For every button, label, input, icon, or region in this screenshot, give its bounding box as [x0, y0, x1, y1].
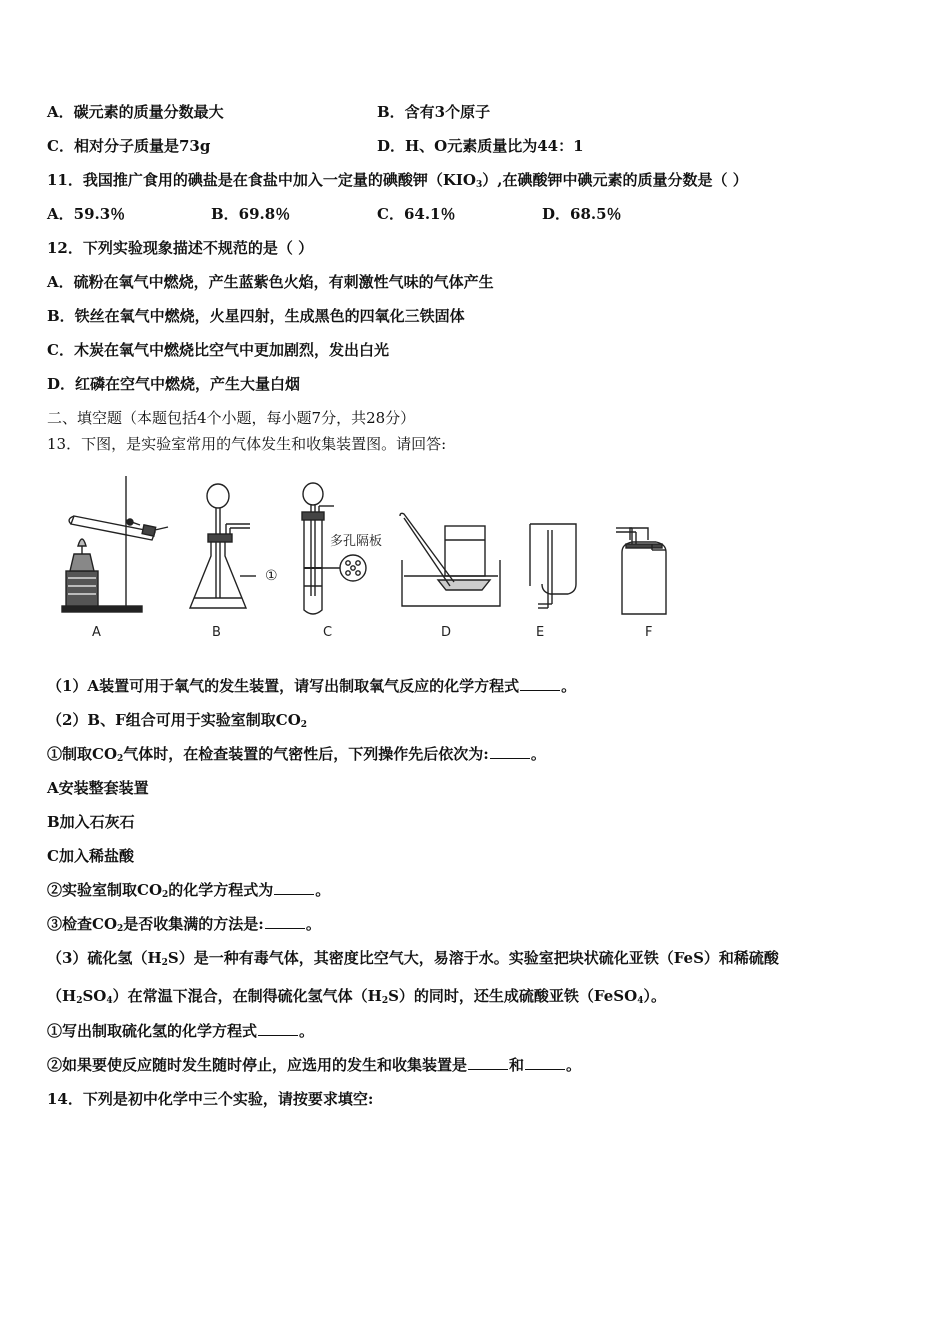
q11-option-a: A．59.3％ [47, 205, 126, 223]
q12-stem: 12．下列实验现象描述不规范的是（ ） [47, 239, 314, 257]
q13-part-2-3-pre: ③检查CO [47, 915, 118, 933]
figure-label-e: E [536, 625, 545, 640]
figure-label-c: C [323, 625, 333, 640]
q13-part-3-l1-sub: 2 [161, 958, 168, 968]
annotation-1-label: ① [265, 568, 278, 584]
q13-part-2-3 [47, 914, 321, 939]
q13-part-2-3-sub: 2 [117, 924, 124, 934]
q13-part-3-2-text: ②如果要使反应随时发生随时停止，应选用的发生和收集装置是 [47, 1056, 468, 1074]
q13-part-3-1-text: ①写出制取硫化氢的化学方程式 [47, 1022, 258, 1040]
q13-part-2 [47, 710, 307, 735]
q13-part-2-text: （2）B、F组合可用于实验室制取CO [47, 711, 301, 729]
q13-part-1-end: 。 [561, 677, 577, 695]
apparatus-f-drawing [616, 528, 666, 614]
q12-option-b: B．铁丝在氧气中燃烧，火星四射，生成黑色的四氧化三铁固体 [47, 307, 465, 325]
q13-part-2-1-pre: ①制取CO [47, 745, 118, 763]
q10-option-c: C．相对分子质量是73g [47, 137, 211, 155]
answer-blank[interactable] [490, 744, 530, 759]
q14-stem: 14．下列是初中化学中三个实验，请按要求填空: [47, 1090, 374, 1108]
q11-option-c: C．64.1％ [377, 205, 456, 223]
apparatus-e-drawing [530, 524, 576, 608]
q13-part-2-1 [47, 744, 546, 769]
q13-part-3-l2-d: S）的同时，还生成硫酸亚铁（FeSO [388, 987, 638, 1005]
q11-stem-pre: 11．我国推广食用的碘盐是在食盐中加入一定量的碘酸钾（KIO [47, 171, 476, 189]
q10-option-a: A．碳元素的质量分数最大 [47, 103, 224, 121]
answer-blank[interactable] [520, 676, 560, 691]
q13-option-a: A安装整套装置 [47, 779, 149, 797]
q13-part-2-1-end: 。 [530, 745, 546, 763]
q13-part-2-2-pre: ②实验室制取CO [47, 881, 163, 899]
answer-blank[interactable] [258, 1021, 298, 1036]
q13-part-2-sub: 2 [300, 720, 308, 730]
q13-part-2-2-sub: 2 [162, 890, 169, 900]
q13-part-3-l2-sub1: 2 [76, 996, 83, 1006]
answer-blank[interactable] [274, 880, 314, 895]
q13-part-3-l1-b: S）是一种有毒气体，其密度比空气大，易溶于水。实验室把块状硫化亚铁（FeS）和稀硫酸 [167, 949, 779, 967]
q12-option-c: C．木炭在氧气中燃烧比空气中更加剧烈，发出白光 [47, 341, 389, 359]
answer-blank[interactable] [525, 1055, 565, 1070]
figure-label-a: A [92, 625, 101, 640]
q13-option-c: C加入稀盐酸 [47, 847, 134, 865]
q13-part-2-2 [47, 880, 330, 905]
q13-part-3-2-end: 。 [566, 1056, 582, 1074]
q13-part-3-2 [47, 1055, 581, 1075]
q13-part-2-2-end: 。 [315, 881, 331, 899]
answer-blank[interactable] [265, 914, 305, 929]
figure-label-f: F [645, 625, 653, 640]
q12-option-a: A．硫粉在氧气中燃烧，产生蓝紫色火焰，有刺激性气味的气体产生 [47, 273, 494, 291]
q12-option-d: D．红磷在空气中燃烧，产生大量白烟 [47, 375, 301, 393]
q13-part-3-l2-a: （H [47, 987, 77, 1005]
section-2-heading: 二、填空题（本题包括4个小题，每小题7分，共28分） [47, 409, 416, 427]
q11-option-d: D．68.5％ [542, 205, 622, 223]
q13-part-2-2-post: 的化学方程式为 [168, 881, 274, 899]
q13-part-1-text: （1）A装置可用于氧气的发生装置，请写出制取氧气反应的化学方程式 [47, 677, 520, 695]
q11-stem-sub: 3 [476, 180, 483, 190]
figure-label-b: B [212, 625, 221, 640]
q11-stem [47, 170, 748, 195]
q13-part-3-l2-c: ）在常温下混合，在制得硫化氢气体（H [112, 987, 382, 1005]
q13-part-3-1 [47, 1021, 314, 1041]
q13-part-2-1-sub: 2 [117, 754, 124, 764]
q13-part-3-line-1 [47, 948, 779, 973]
apparatus-d-drawing [400, 513, 500, 606]
q13-part-3-l2-sub2: 4 [106, 996, 113, 1006]
q13-option-b: B加入石灰石 [47, 813, 135, 831]
q13-part-2-1-post: 气体时，在检查装置的气密性后，下列操作先后依次为: [123, 745, 489, 763]
q13-part-3-l2-sub3: 2 [381, 996, 389, 1006]
q13-part-3-line-2 [47, 986, 666, 1011]
q10-option-b: B．含有3个原子 [377, 103, 491, 121]
q13-part-2-3-end: 。 [305, 915, 321, 933]
figure-label-d: D [441, 625, 452, 640]
q13-part-2-3-post: 是否收集满的方法是: [123, 915, 264, 933]
apparatus-figure [40, 468, 690, 643]
q13-stem: 13．下图，是实验室常用的气体发生和收集装置图。请回答: [47, 435, 447, 453]
answer-blank[interactable] [468, 1055, 508, 1070]
q13-part-3-1-end: 。 [299, 1022, 315, 1040]
q13-part-3-l2-sub4: 4 [637, 996, 644, 1006]
q11-stem-post: ）,在碘酸钾中碘元素的质量分数是（ ） [482, 171, 748, 189]
q11-option-b: B．69.8％ [211, 205, 291, 223]
q13-part-3-2-mid: 和 [509, 1056, 525, 1074]
q10-option-d: D．H、O元素质量比为44：1 [377, 137, 584, 155]
apparatus-a-drawing [62, 476, 168, 612]
q13-part-3-l2-e: ）。 [643, 987, 666, 1005]
apparatus-b-drawing [190, 484, 256, 608]
q13-part-3-l1-a: （3）硫化氢（H [47, 949, 162, 967]
q13-part-1 [47, 676, 576, 696]
q13-part-3-l2-b: SO [82, 987, 107, 1005]
porous-plate-label: 多孔隔板 [330, 534, 383, 549]
